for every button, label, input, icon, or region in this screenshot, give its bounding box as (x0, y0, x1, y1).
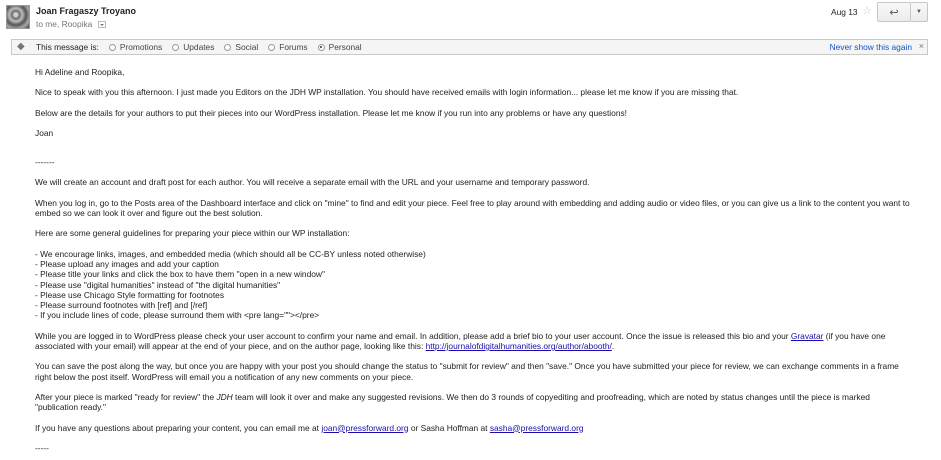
category-label: This message is: (36, 42, 99, 52)
divider-text: ----- (35, 442, 49, 453)
list-item: - Please use "digital humanities" instead of "the digital humanities" (35, 279, 281, 290)
text: If you have any questions about preparing your content, you can email me at (35, 422, 322, 433)
sender-name[interactable]: Joan Fragaszy Troyano (36, 6, 137, 16)
option-label: Updates (183, 42, 215, 52)
option-label: Personal (328, 42, 362, 52)
recipients-line[interactable] (36, 19, 106, 29)
email-link-sasha[interactable]: sasha@pressforward.org (489, 422, 584, 433)
paragraph: Here are some general guidelines for preparing your piece within our WP installation: (35, 228, 350, 239)
greeting: Hi Adeline and Roopika, (35, 67, 125, 77)
paragraph: When you log in, go to the Posts area of the Dashboard interface and click on "mine" to find and edit your piece. Feel free to play around with embedding and adding audio or video files, or you can give us a link to the content you want to embed so we can look it over and figure out the best solution. (35, 197, 910, 219)
close-icon[interactable]: × (918, 41, 924, 51)
list-item: - If you include lines of code, please surround them with <pre lang=""></pre> (35, 310, 320, 321)
category-bar (11, 39, 928, 55)
option-label: Promotions (119, 42, 163, 52)
recipients-text: to me, Roopika (36, 19, 93, 29)
list-item: - Please use Chicago Style formatting for footnotes (35, 289, 225, 300)
radio-social[interactable] (224, 44, 231, 51)
category-option-promotions[interactable] (109, 42, 162, 52)
text: While you are logged in to WordPress please check your user account to confirm your name and email. In addition, please add a brief bio to your user account. Once the issue is released this bio and your (35, 330, 791, 341)
journal-name: JDH (216, 391, 233, 402)
recipients-details-icon[interactable] (98, 21, 106, 28)
text: (if you have one associated with your email) will appear at the end of your piece, and on the author page, looking like this: (35, 330, 886, 352)
category-option-social[interactable] (224, 42, 258, 52)
never-show-link[interactable]: Never show this again (829, 42, 912, 52)
paragraph (35, 423, 915, 433)
text: or Sasha Hoffman at (408, 422, 490, 433)
paragraph: We will create an account and draft post for each author. You will receive a separate email with the URL and your username and temporary password. (35, 177, 590, 188)
radio-personal[interactable] (318, 44, 325, 51)
paragraph (35, 392, 915, 413)
option-label: Forums (279, 42, 308, 52)
list-item: - Please surround footnotes with [ref] and [/ref] (35, 300, 208, 311)
message-date: Aug 13 (831, 7, 858, 17)
more-options-button[interactable] (911, 2, 928, 22)
text: team will look it over and make any suggested revisions. We then do 3 rounds of copyediting and proofreading, which are noted by status changes until the piece is marked "publication ready." (35, 391, 870, 413)
star-icon[interactable]: ☆ (862, 5, 872, 17)
category-option-updates[interactable] (172, 42, 214, 52)
radio-promotions[interactable] (109, 44, 116, 51)
radio-forums[interactable] (268, 44, 275, 51)
message-header (0, 0, 941, 36)
list-item: - Please upload any images and add your caption (35, 258, 219, 269)
paragraph: You can save the post along the way, but once you are happy with your post you should change the status to "submit for review" and then "save." Once you have submitted your piece for review, we can exchange comments in a frame right below the post itself. WordPress will email you a notification of any new comments on your piece. (35, 361, 899, 382)
sender-avatar (6, 5, 30, 29)
option-label: Social (235, 42, 259, 52)
list-item: - We encourage links, images, and embedded media (which should all be CC-BY unless noted otherwise) (35, 248, 426, 259)
reply-icon: ↩ (889, 6, 899, 19)
email-body (35, 67, 915, 453)
category-option-personal[interactable] (318, 42, 362, 52)
paragraph: Nice to speak with you this afternoon. I just made you Editors on the JDH WP installation. You should have received emails with login information... please let me know if you are missing that. (35, 87, 739, 98)
radio-updates[interactable] (172, 44, 179, 51)
author-page-link[interactable]: http://journalofdigitalhumanities.org/author/abooth/ (425, 341, 612, 352)
reply-button[interactable] (877, 2, 911, 22)
chevron-down-icon: ▼ (916, 9, 922, 15)
gravatar-link[interactable]: Gravatar (790, 330, 824, 341)
email-link-joan[interactable]: joan@pressforward.org (321, 422, 409, 433)
list-item: - Please title your links and click the box to have them "open in a new window" (35, 269, 325, 280)
paragraph (35, 331, 915, 352)
tag-icon: ◆ (17, 41, 25, 52)
text: . (611, 341, 615, 352)
category-option-forums[interactable] (268, 42, 307, 52)
guidelines-list (35, 249, 915, 321)
signature: Joan (35, 127, 54, 138)
text: After your piece is marked "ready for review" the (35, 391, 217, 402)
divider-text: ------- (35, 157, 55, 168)
paragraph: Below are the details for your authors to put their pieces into our WordPress installation. Please let me know if you run into any problems or have any questions! (35, 107, 627, 118)
